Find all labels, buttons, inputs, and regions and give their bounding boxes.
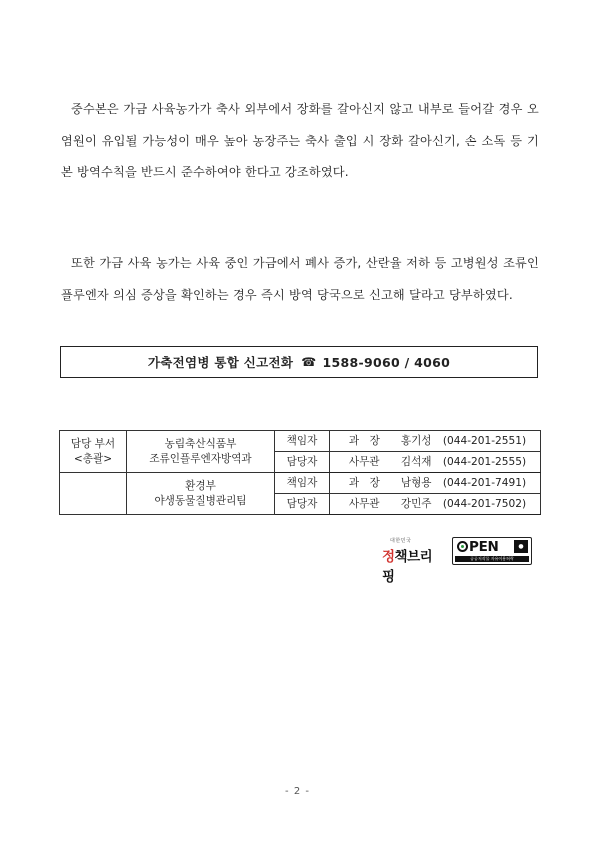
briefing-logo-sub: 대한민국 [390,538,412,544]
dept-division: 조류인플루엔자방역과 [149,452,252,465]
footer-logos [382,535,532,585]
contact-cell [330,473,541,494]
contact-phone: (044-201-7502) [442,498,527,510]
open-o-icon [457,541,468,552]
role-cell: 책임자 [275,473,330,494]
contact-cell [330,431,541,452]
table-row [60,473,541,494]
page-number: - 2 - [285,786,310,797]
contact-title: 사무관 [348,498,380,510]
contact-phone: (044-201-7491) [442,477,527,489]
paragraph-1: 중수본은 가금 사육농가가 축사 외부에서 장화를 갈아신지 않고 내부로 들어갈 경우 오염원이 유입될 가능성이 매우 높아 농장주는 축사 출입 시 장화 갈아신기, 손 소독 등 기본 방역수칙을 반드시 준수하여야 한다고 강조하였다. [61,102,539,179]
open-license-logo [452,537,532,565]
hotline-label: 가축전염병 통합 신고전화 [147,355,294,370]
contact-cell [330,452,541,473]
contact-table [59,430,541,515]
telephone-icon: ☎ [301,355,317,369]
dept-cell [127,431,275,473]
hotline-number: 1588-9060 / 4060 [322,354,451,370]
contact-name: 홍기성 [400,435,432,447]
contact-name: 김석재 [400,456,432,468]
briefing-logo-main: 정책브리핑 [382,549,433,585]
policy-briefing-logo [382,536,444,585]
table-row [60,431,541,452]
header-cell [60,431,127,473]
contact-cell [330,494,541,515]
dept-name: 환경부 [185,479,216,492]
open-logo-bar: 공공저작물 자유이용허락 [455,556,529,562]
dept-division: 야생동물질병관리팀 [154,494,247,507]
empty-cell [60,473,127,515]
contact-name: 남형용 [400,477,432,489]
dept-name: 농림축산식품부 [164,437,237,450]
header-label: 담당 부서 [70,437,116,450]
contact-title: 사무관 [348,456,380,468]
dept-cell [127,473,275,515]
role-cell: 책임자 [275,431,330,452]
role-cell: 담당자 [275,452,330,473]
paragraph-2: 또한 가금 사육 농가는 사육 중인 가금에서 폐사 증가, 산란율 저하 등 고병원성 조류인플루엔자 의심 증상을 확인하는 경우 즉시 방역 당국으로 신고해 달라고 당부하였다. [61,256,539,302]
hotline-box [60,346,538,378]
person-icon: ● [514,540,528,553]
role-cell: 담당자 [275,494,330,515]
contact-name: 강민주 [400,498,432,510]
header-sub: <총괄> [73,452,113,465]
contact-phone: (044-201-2555) [442,456,527,468]
contact-title: 과 장 [348,435,380,447]
open-logo-word: PEN [457,539,499,555]
contact-title: 과 장 [348,477,380,489]
contact-phone: (044-201-2551) [442,435,527,447]
